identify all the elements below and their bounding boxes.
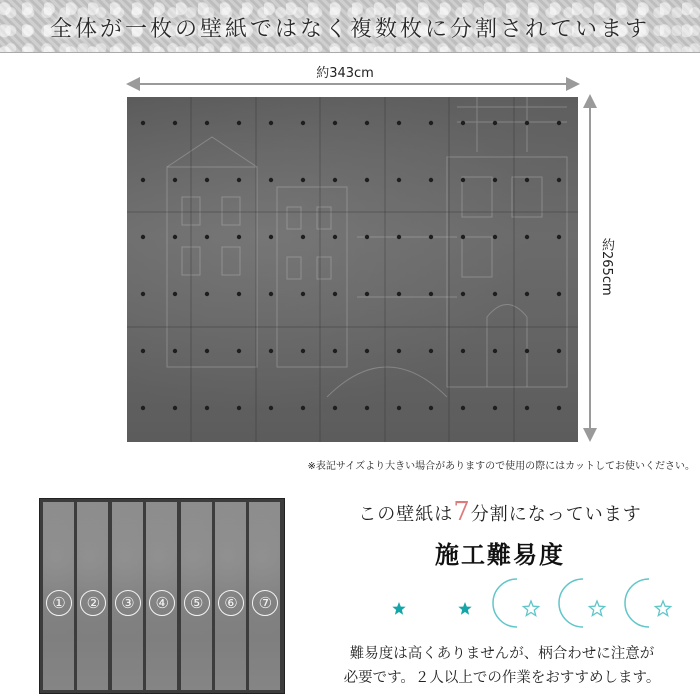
panel-number: ⑥ [218, 590, 244, 616]
wall-tie-hole [269, 235, 273, 239]
wall-tie-hole [301, 178, 305, 182]
wall-tie-hole [237, 292, 241, 296]
split-prefix: この壁紙は [358, 504, 454, 525]
wall-tie-hole [173, 406, 177, 410]
wall-tie-hole [525, 349, 529, 353]
wall-tie-hole [205, 292, 209, 296]
wall-tie-hole [333, 121, 337, 125]
wall-tie-hole [397, 349, 401, 353]
size-note: ※表記サイズより大きい場合がありますので使用の際にはカットしてお使いください。 [307, 461, 695, 472]
wall-tie-hole [493, 292, 497, 296]
wall-tie-hole [429, 406, 433, 410]
wall-tie-hole [525, 121, 529, 125]
crescent-moon-star-icon [625, 579, 671, 627]
wall-tie-hole [141, 349, 145, 353]
wall-tie-hole [397, 406, 401, 410]
wall-tie-hole [333, 349, 337, 353]
wall-tie-hole [269, 292, 273, 296]
wallpaper-panel [43, 502, 74, 690]
height-label: 約265cm [599, 238, 614, 296]
wall-tie-hole [557, 406, 561, 410]
wall-tie-hole [397, 235, 401, 239]
crescent-moon-star-icon [559, 579, 605, 627]
crescent-moon-star-icon [427, 579, 472, 627]
wall-tie-hole [301, 235, 305, 239]
wall-tie-hole [205, 121, 209, 125]
wall-tie-hole [269, 406, 273, 410]
panel-number: ⑦ [252, 590, 278, 616]
wall-tie-hole [333, 406, 337, 410]
wall-tie-hole [429, 292, 433, 296]
wall-tie-hole [397, 178, 401, 182]
wallpaper-panel [77, 502, 108, 690]
wall-tie-hole [333, 235, 337, 239]
wall-tie-hole [557, 235, 561, 239]
split-count-text [330, 497, 670, 527]
difficulty-rating-icons [345, 575, 685, 635]
wall-tie-hole [461, 292, 465, 296]
wall-tie-hole [461, 349, 465, 353]
wallpaper-panel [249, 502, 280, 690]
wall-tie-hole [493, 349, 497, 353]
wallpaper-pattern [127, 97, 578, 442]
wallpaper-preview-image [127, 97, 578, 442]
wall-tie-hole [173, 349, 177, 353]
wallpaper-panel [112, 502, 143, 690]
panel-number: ⑤ [184, 590, 210, 616]
wall-tie-hole [525, 406, 529, 410]
wall-tie-hole [493, 235, 497, 239]
wall-tie-hole [365, 349, 369, 353]
wall-tie-hole [365, 235, 369, 239]
wall-tie-hole [205, 235, 209, 239]
wallpaper-panel [181, 502, 212, 690]
wall-tie-hole [397, 292, 401, 296]
wall-tie-hole [141, 235, 145, 239]
wall-tie-hole [301, 121, 305, 125]
wall-tie-hole [173, 121, 177, 125]
wall-tie-hole [557, 349, 561, 353]
split-count: 7 [453, 497, 471, 527]
wall-tie-hole [141, 292, 145, 296]
panel-number: ① [46, 590, 72, 616]
wall-tie-hole [237, 178, 241, 182]
difficulty-description [312, 642, 692, 690]
wall-tie-hole [301, 349, 305, 353]
wall-tie-hole [205, 349, 209, 353]
wall-tie-hole [557, 178, 561, 182]
difficulty-title: 施工難易度 [435, 540, 565, 569]
wall-tie-hole [397, 121, 401, 125]
difficulty-description-line1: 難易度は高くありませんが、柄合わせに注意が [349, 646, 655, 662]
difficulty-description-line2: 必要です。２人以上での作業をおすすめします。 [343, 670, 661, 686]
wall-tie-hole [237, 349, 241, 353]
wall-tie-hole [365, 406, 369, 410]
wallpaper-panel [146, 502, 177, 690]
wall-tie-hole [461, 235, 465, 239]
wall-tie-hole [493, 178, 497, 182]
wall-tie-hole [525, 235, 529, 239]
wall-tie-hole [269, 178, 273, 182]
panel-number: ② [80, 590, 106, 616]
wall-tie-hole [301, 406, 305, 410]
wall-tie-hole [141, 178, 145, 182]
wall-tie-hole [461, 121, 465, 125]
wall-tie-hole [365, 121, 369, 125]
width-label: 約343cm [316, 66, 374, 81]
crescent-moon-star-icon [493, 579, 539, 627]
wall-tie-hole [333, 292, 337, 296]
wall-tie-hole [205, 178, 209, 182]
panel-split-diagram [39, 498, 285, 694]
wall-tie-hole [205, 406, 209, 410]
wall-tie-hole [269, 121, 273, 125]
wall-tie-hole [269, 349, 273, 353]
wall-tie-hole [461, 406, 465, 410]
wall-tie-hole [237, 235, 241, 239]
wall-tie-hole [493, 121, 497, 125]
wall-tie-hole [365, 292, 369, 296]
wall-tie-hole [429, 178, 433, 182]
wall-tie-hole [429, 235, 433, 239]
crescent-moon-star-icon [361, 579, 406, 627]
wall-tie-hole [557, 292, 561, 296]
panel-number: ③ [115, 590, 141, 616]
wall-tie-hole [173, 292, 177, 296]
width-arrow-icon [0, 0, 700, 100]
wall-tie-hole [237, 406, 241, 410]
banner-title: 全体が一枚の壁紙ではなく複数枚に分割されています [49, 17, 650, 42]
wall-tie-hole [301, 292, 305, 296]
wall-tie-hole [461, 178, 465, 182]
wall-tie-hole [173, 235, 177, 239]
wall-tie-hole [429, 349, 433, 353]
panel-number: ④ [149, 590, 175, 616]
split-suffix: 分割になっています [470, 504, 642, 525]
wall-tie-hole [333, 178, 337, 182]
wall-tie-hole [365, 178, 369, 182]
wall-tie-hole [429, 121, 433, 125]
wall-tie-hole [141, 406, 145, 410]
wall-tie-hole [141, 121, 145, 125]
wallpaper-panel [215, 502, 246, 690]
wall-tie-hole [493, 406, 497, 410]
wall-tie-hole [173, 178, 177, 182]
wall-tie-hole [525, 292, 529, 296]
wall-tie-hole [237, 121, 241, 125]
wall-tie-hole [557, 121, 561, 125]
wall-tie-hole [525, 178, 529, 182]
